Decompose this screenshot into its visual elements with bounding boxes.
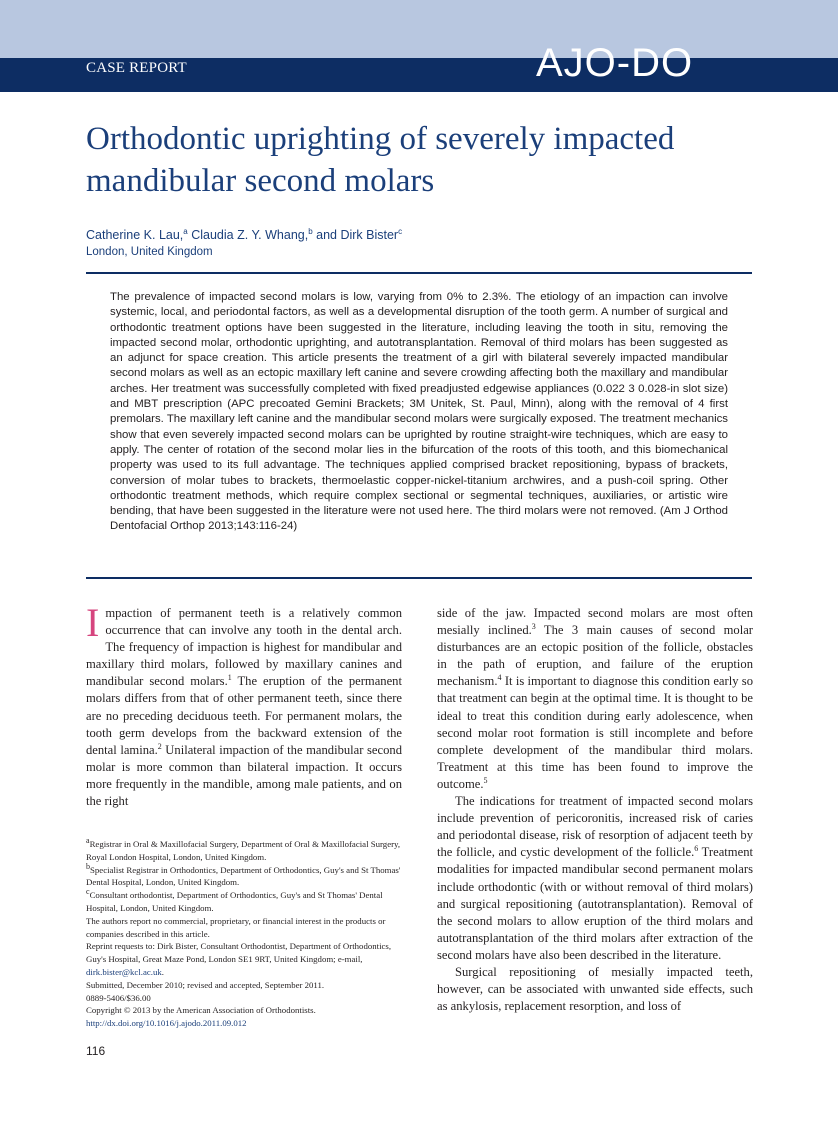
body-paragraph: The indications for treatment of impacted second molars include prevention of pericoronitis, increased risk of caries and periodontal disease, risk of resorption of adjacent teeth by the follicle, and cystic development of the follicle.$^6$ Treatment modalities for impacted mandibular second permanent molars include orthodontic (with or without removal of third molars) and surgical repositioning (autotransplantation). Removal of the second molars to allow eruption of the third molars and autotransplantation of the third molars after extraction of the second molars have also been described in the literature. <box>437 794 753 962</box>
author-list <box>86 228 402 242</box>
article-title: Orthodontic uprighting of severely impacted mandibular second molars <box>86 121 675 199</box>
footnote-affiliation-c: $^c$Consultant orthodontist, Department of Orthodontics, Guy's and St Thomas' Dental Hospital, London, United Kingdom. <box>86 887 383 913</box>
footnotes <box>86 838 404 1030</box>
footnote-copyright: Copyright © 2013 by the American Association of Orthodontists. <box>86 1005 316 1016</box>
body-paragraph: Surgical repositioning of mesially impacted teeth, however, can be associated with unwanted side effects, such as ankylosis, replacement resorption, and loss of <box>437 964 753 1014</box>
footnote-disclosure: The authors report no commercial, proprietary, or financial interest in the products or companies described in this article. <box>86 915 386 939</box>
page-number: 116 <box>86 1044 106 1058</box>
author-name: and Dirk Bister <box>312 228 399 242</box>
footnote-reprint: Reprint requests to: Dirk Bister, Consultant Orthodontist, Department of Orthodontics, Guy's Hospital, Great Maze Pond, London SE1 9RT, United Kingdom; e-mail, dirk.bister@kcl.ac.uk. <box>86 941 392 977</box>
footnote-affiliation-a: $^a$Registrar in Oral & Maxillofacial Surgery, Department of Oral & Maxillofacial Surgery, Royal London Hospital, London, United Kingdom. <box>86 836 401 862</box>
author-affil-mark: a <box>183 226 188 236</box>
doi-link[interactable]: http://dx.doi.org/10.1016/j.ajodo.2011.09.012 <box>86 1018 247 1029</box>
divider-rule <box>86 272 752 274</box>
drop-cap: I <box>86 600 100 645</box>
footnote-submitted: Submitted, December 2010; revised and accepted, September 2011. <box>86 979 325 990</box>
email-link[interactable]: dirk.bister@kcl.ac.uk <box>86 966 162 977</box>
body-column-left <box>86 600 402 810</box>
body-paragraph: Impaction of permanent teeth is a relatively common occurrence that can involve any tooth in the dental arch. The frequency of impaction is highest for mandibular and maxillary third molars, followed by maxillary canines and mandibular second molars.$^1$ The eruption of the permanent molars differs from that of other permanent teeth, since there are no preceding deciduous teeth. For permanent molars, the tooth germ develops from the backward extension of the dental lamina.$^2$ Unilateral impaction of the mandibular second molar is more common than bilateral impaction. It occurs more frequently in the mandible, among male patients, and on the right <box>86 600 402 809</box>
body-column-right <box>437 605 753 1015</box>
footnote-affiliation-b: $^b$Specialist Registrar in Orthodontics, Department of Orthodontics, Guy's and St Thomas' Dental Hospital, London, United Kingdom. <box>86 861 401 888</box>
journal-logo: AJO-DO <box>536 41 694 85</box>
section-label: CASE REPORT <box>86 60 187 76</box>
body-paragraph: side of the jaw. Impacted second molars are most often mesially inclined.$^3$ The 3 main causes of second molar disturbances are an ectopic position of the follicle, obstacles in the path of eruption, and failure of the eruption mechanism.$^4$ It is important to diagnose this condition early so that treatment can begin at the optimal time. It is thought to be ideal to treat this condition during early adolescence, when second molar root formation is still incomplete and before complete development of the mandibular third molars. Treatment at this time has been found to improve the outcome.$^5$ <box>437 606 753 791</box>
author-name: Catherine K. Lau, <box>86 228 184 242</box>
author-affil-mark: c <box>398 226 403 236</box>
author-name: Claudia Z. Y. Whang, <box>187 228 309 242</box>
footnote-issn: 0889-5406/$36.00 <box>86 992 151 1003</box>
author-affil-mark: b <box>308 226 313 236</box>
author-location: London, United Kingdom <box>86 246 213 258</box>
abstract: The prevalence of impacted second molars is low, varying from 0% to 2.3%. The etiology of an impaction can involve systemic, local, and periodontal factors, as well as a developmental disruption of the tooth germ. A number of surgical and orthodontic treatment options have been suggested in the literature, including leaving the tooth in situ, removing the impacted second molar, orthodontic uprighting, and autotransplantation. Removal of third molars has been suggested as an adjunct for space creation. This article presents the treatment of a girl with bilateral severely impacted mandibular second molars as well as an ectopic maxillary left canine and severe crowding affecting both the maxillary and mandibular arches. Her treatment was successfully completed with fixed preadjusted edgewise appliances (0.022 3 0.028-in slot size) and MBT prescription (APC precoated Gemini Brackets; 3M Unitek, St. Paul, Minn), along with the removal of 4 first premolars. The maxillary left canine and the mandibular second molars were surgically exposed. The treatment mechanics show that even severely impacted second molars can be uprighted by routine straight-wire techniques, which are easy to apply. The center of rotation of the second molar lies in the bifurcation of the roots of this tooth, and this biomechanical property was used to its full advantage. The techniques applied comprised bracket repositioning, bypass of brackets, conversion of molar tubes to brackets, thermoelastic copper-nickel-titanium archwires, and a push-coil spring. Other orthodontic treatment methods, which require complex sectional or segmental techniques, auxiliaries, or artistic wire bending, that have been suggested in the literature were not used here. The third molars were not removed. (Am J Orthod Dentofacial Orthop 2013;143:116-24) <box>110 291 728 533</box>
divider-rule <box>86 577 752 579</box>
header-band <box>0 0 838 58</box>
